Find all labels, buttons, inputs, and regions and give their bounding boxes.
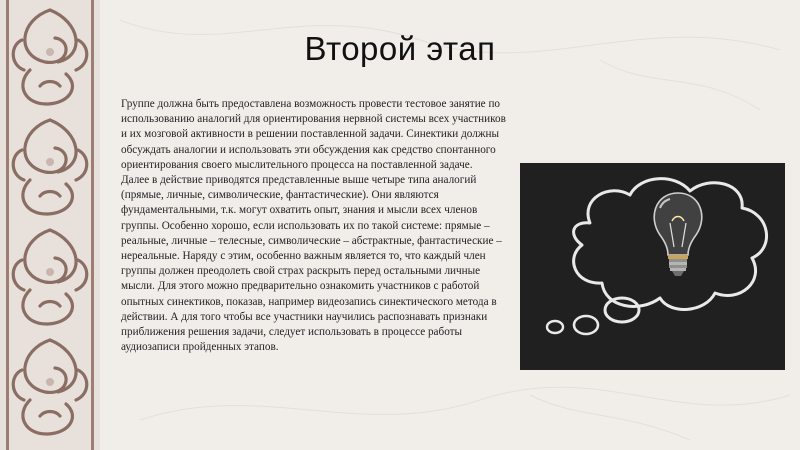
slide-body xyxy=(121,97,513,355)
paragraph-2: Далее в действие приводятся представленные выше четыре типа аналогий (прямые, личные, символические, фантастические). Они являются фундаментальными, т.к. могут охватить опыт, знания и мысли всех членов группы. Особенно хорошо, если использовать их по такой системе: прямые – реальные, личные – телесные, символические – абстрактные, фантастические – нереальные. Наряду с этим, особенно важным является то, что каждый член группы должен преодолеть свой страх раскрыть перед остальными личные мысли. Для этого можно предварительно ознакомить участников с работой опытных синектиков, показав, например видеозапись синектического метода в действии. А для того чтобы все участники научились распознавать признаки приближения решения задачи, следует использовать в процессе работы аудиозаписи пройденных этапов. xyxy=(121,174,502,354)
paragraph-1: Группе должна быть предоставлена возможность провести тестовое занятие по использованию аналогий для ориентирования нервной системы всех участников и их мозговой активности в решении поставленной задачи. Синектики должны обсуждать аналогии и использовать эти обсуждения как средство спонтанного ориентирования своего мыслительного процесса на поставленной задаче. xyxy=(121,98,506,171)
lightbulb-image xyxy=(520,163,785,370)
slide-title: Второй этап xyxy=(304,30,496,67)
